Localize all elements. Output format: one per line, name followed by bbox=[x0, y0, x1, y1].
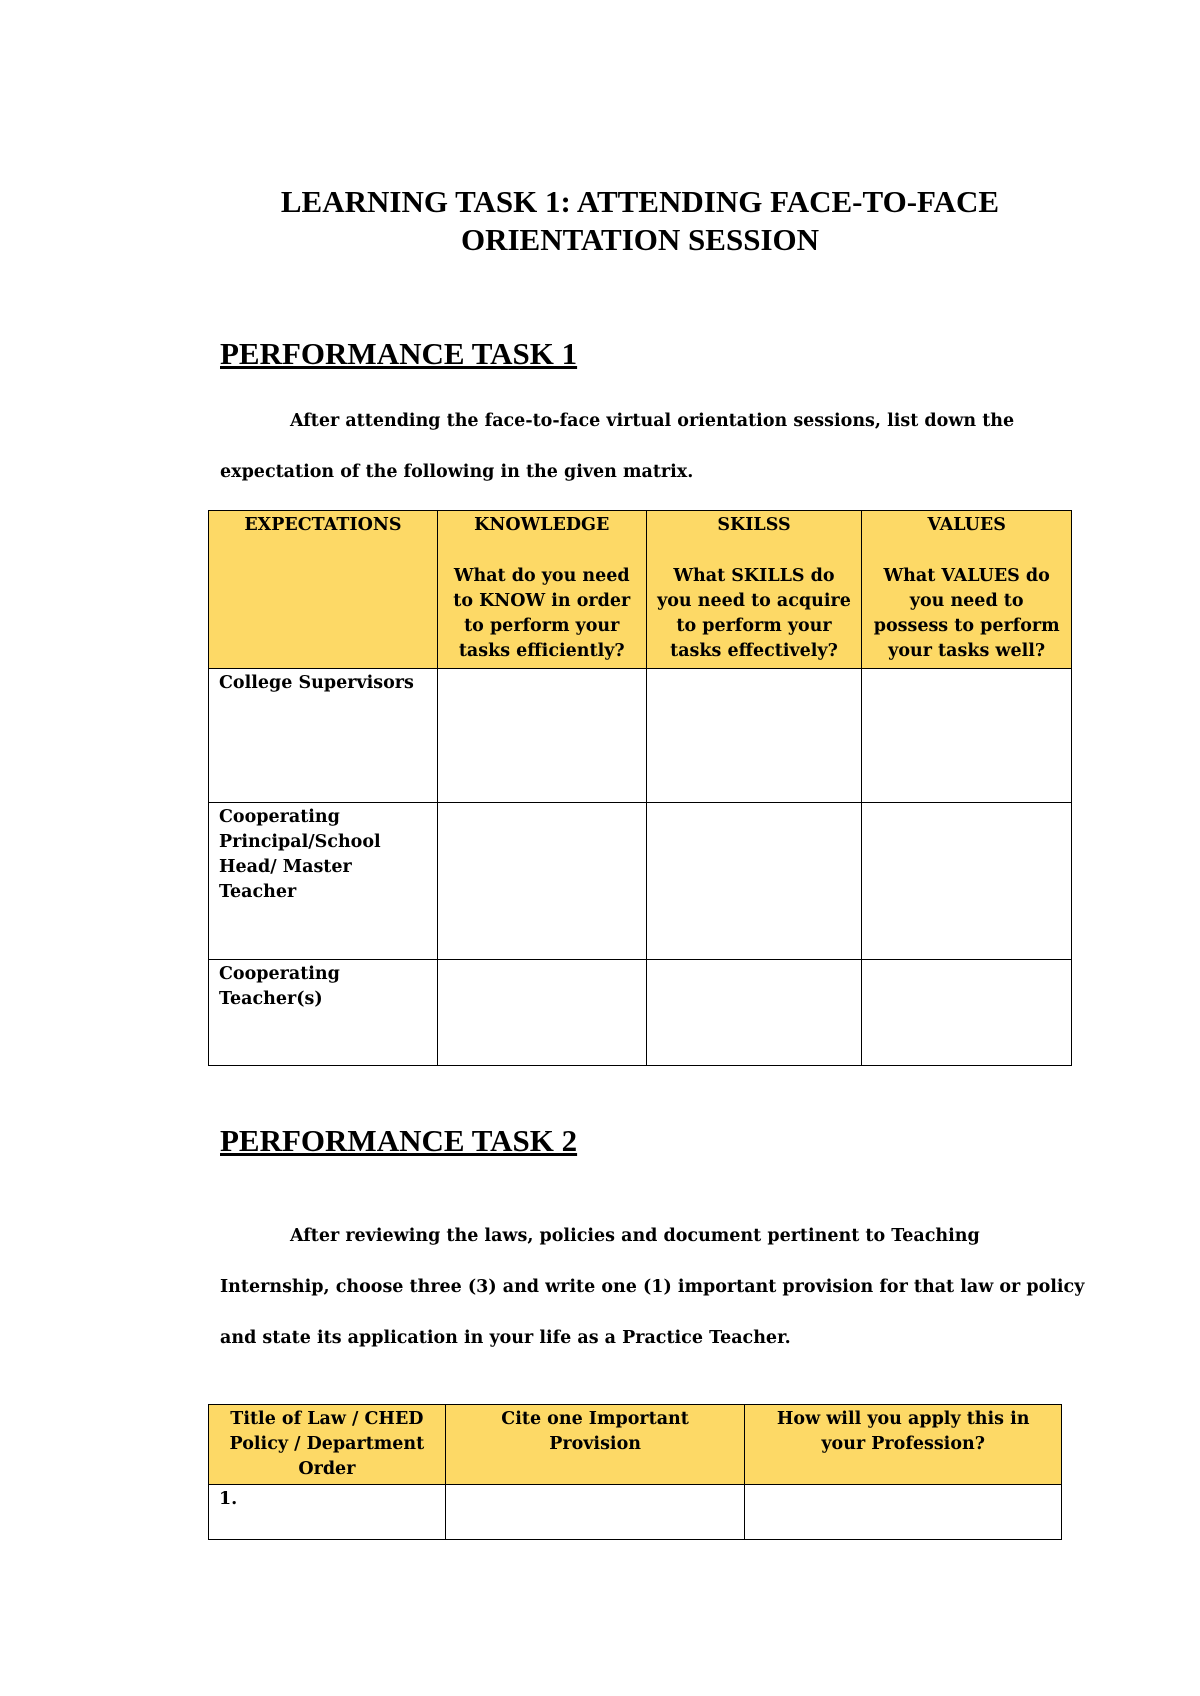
header-question: What SKILLS do you need to acquire to perform your tasks effectively? bbox=[657, 566, 851, 661]
knowledge-answer-cell[interactable] bbox=[437, 803, 646, 960]
task1-instruction-line-1: After attending the face-to-face virtual orientation sessions, list down the bbox=[290, 411, 1015, 431]
table-row bbox=[209, 803, 1072, 960]
expectations-matrix-table bbox=[208, 510, 1072, 1066]
header-knowledge bbox=[437, 511, 646, 669]
skills-answer-cell[interactable] bbox=[646, 960, 862, 1066]
table-row bbox=[209, 669, 1072, 803]
header-question: What VALUES do you need to possess to perform your tasks well? bbox=[873, 566, 1060, 661]
table-row bbox=[209, 960, 1072, 1066]
skills-answer-cell[interactable] bbox=[646, 669, 862, 803]
header-question: What do you need to KNOW in order to perform your tasks efficiently? bbox=[453, 566, 631, 661]
header-title: KNOWLEDGE bbox=[474, 515, 610, 535]
header-expectations bbox=[209, 511, 438, 669]
header-title: VALUES bbox=[927, 515, 1006, 535]
document-title bbox=[200, 183, 1080, 259]
skills-answer-cell[interactable] bbox=[646, 803, 862, 960]
header-application: How will you apply this in your Profession? bbox=[745, 1405, 1062, 1485]
header-title: EXPECTATIONS bbox=[244, 515, 402, 535]
row-label-college-supervisors: College Supervisors bbox=[209, 669, 438, 803]
row-number[interactable]: 1. bbox=[209, 1485, 446, 1540]
laws-policies-table bbox=[208, 1404, 1062, 1540]
task1-instruction-line-2: expectation of the following in the given matrix. bbox=[220, 462, 694, 482]
task2-instruction-line-1: After reviewing the laws, policies and document pertinent to Teaching bbox=[290, 1226, 980, 1246]
matrix-header-row bbox=[209, 511, 1072, 669]
header-skills bbox=[646, 511, 862, 669]
performance-task-1-heading: PERFORMANCE TASK 1 bbox=[220, 336, 578, 371]
header-title-of-law: Title of Law / CHED Policy / Department Order bbox=[209, 1405, 446, 1485]
header-values bbox=[862, 511, 1072, 669]
values-answer-cell[interactable] bbox=[862, 669, 1072, 803]
row-label-cooperating-principal: Cooperating Principal/School Head/ Master Teacher bbox=[209, 803, 438, 960]
table-row bbox=[209, 1485, 1062, 1540]
laws-header-row bbox=[209, 1405, 1062, 1485]
values-answer-cell[interactable] bbox=[862, 803, 1072, 960]
values-answer-cell[interactable] bbox=[862, 960, 1072, 1066]
knowledge-answer-cell[interactable] bbox=[437, 960, 646, 1066]
header-title: SKILSS bbox=[717, 515, 791, 535]
application-answer-cell[interactable] bbox=[745, 1485, 1062, 1540]
performance-task-2-heading: PERFORMANCE TASK 2 bbox=[220, 1123, 578, 1158]
knowledge-answer-cell[interactable] bbox=[437, 669, 646, 803]
title-line-1: LEARNING TASK 1: ATTENDING FACE-TO-FACE bbox=[280, 184, 1000, 219]
task2-instruction-line-3: and state its application in your life as a Practice Teacher. bbox=[220, 1328, 791, 1348]
provision-answer-cell[interactable] bbox=[445, 1485, 745, 1540]
title-line-2: ORIENTATION SESSION bbox=[460, 222, 820, 257]
row-label-cooperating-teachers: Cooperating Teacher(s) bbox=[209, 960, 438, 1066]
task2-instruction-line-2: Internship, choose three (3) and write one (1) important provision for that law or policy bbox=[220, 1277, 1085, 1297]
header-important-provision: Cite one Important Provision bbox=[445, 1405, 745, 1485]
